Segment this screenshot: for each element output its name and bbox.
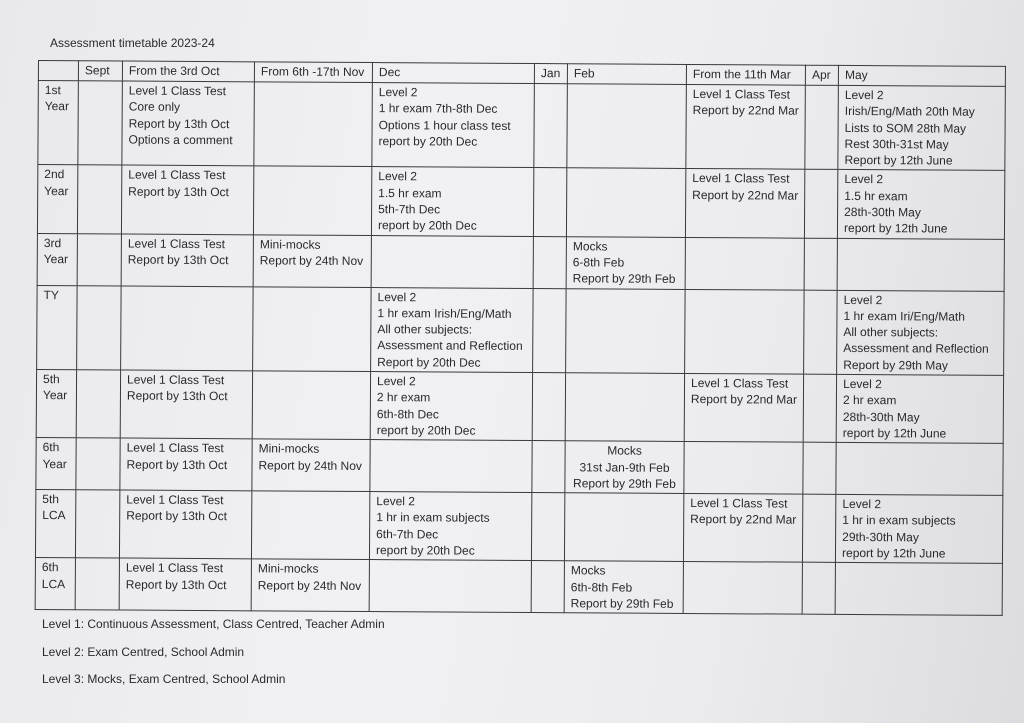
table-cell: Mocks 31st Jan-9th Feb Report by 29th Feb: [565, 441, 684, 494]
column-header: [38, 61, 78, 81]
table-cell: [685, 237, 804, 290]
table-cell: [566, 288, 686, 373]
table-cell: [253, 286, 372, 371]
table-cell: [532, 441, 565, 493]
table-row: [37, 285, 1005, 375]
table-row: [36, 438, 1003, 496]
table-cell: [804, 238, 837, 290]
table-cell: Mocks 6th-8th Feb Report by 29th Feb: [564, 561, 683, 614]
table-cell: [835, 563, 1002, 616]
table-cell: Level 2 Irish/Eng/Math 20th May Lists to SOM 28th May Rest 30th-31st May Report by 12th June: [838, 85, 1006, 171]
table-cell: [564, 493, 683, 562]
table-cell: [805, 85, 839, 170]
table-row: [35, 558, 1002, 616]
table-cell: Level 2 1.5 hr exam 5th-7th Dec report by 20th Dec: [371, 167, 533, 236]
table-cell: [531, 561, 564, 613]
column-header: Dec: [372, 63, 534, 84]
column-header: Jan: [534, 64, 567, 84]
table-cell: Level 1 Class Test Report by 13th Oct: [120, 370, 252, 439]
table-cell: Level 2 1 hr in exam subjects 29th-30th May report by 12th June: [836, 495, 1003, 564]
row-header: 5th LCA: [35, 490, 75, 558]
table-cell: [252, 371, 370, 440]
table-cell: Level 1 Class Test Core only Report by 13th Oct Options a comment: [122, 81, 255, 166]
table-cell: Level 2 2 hr exam 28th-30th May report by 12th June: [836, 374, 1003, 443]
row-header: 5th Year: [36, 370, 76, 438]
table-cell: Level 2 1 hr in exam subjects 6th-7th Dec report by 20th Dec: [369, 492, 531, 561]
table-cell: [836, 443, 1003, 496]
table-cell: [77, 233, 121, 285]
table-row: [36, 370, 1003, 444]
table-cell: [369, 560, 531, 613]
table-cell: Mini-mocks Report by 24th Nov: [252, 439, 370, 492]
table-cell: [803, 442, 836, 494]
table-cell: Level 2 1 hr exam Irish/Eng/Math All other subjects: Assessment and Reflection Report by 20th Dec: [371, 287, 534, 372]
table-cell: [77, 285, 122, 370]
table-cell: Level 2 2 hr exam 6th-8th Dec report by 20th Dec: [370, 372, 532, 441]
table-cell: [121, 286, 254, 371]
table-cell: [531, 493, 564, 561]
table-cell: Mini-mocks Report by 24th Nov: [253, 234, 371, 287]
table-row: [37, 233, 1004, 291]
table-cell: [75, 490, 119, 558]
row-header: 3rd Year: [37, 233, 77, 285]
table-cell: [75, 558, 119, 610]
table-cell: Level 1 Class Test Report by 13th Oct: [121, 165, 253, 234]
row-header: 2nd Year: [37, 165, 77, 233]
table-cell: [251, 491, 369, 560]
row-header: 1st Year: [38, 81, 79, 166]
table-cell: Level 1 Class Test Report by 13th Oct: [119, 490, 251, 559]
table-cell: [684, 442, 803, 495]
table-cell: [254, 82, 373, 167]
table-cell: [567, 84, 687, 169]
table-cell: Mini-mocks Report by 24th Nov: [251, 559, 369, 612]
table-cell: Level 1 Class Test Report by 13th Oct: [119, 558, 251, 611]
table-cell: Level 1 Class Test Report by 22nd Mar: [683, 494, 802, 563]
table-cell: [77, 165, 121, 233]
table-cell: [533, 168, 566, 236]
document-title: Assessment timetable 2023-24: [50, 36, 215, 50]
table-cell: Mocks 6-8th Feb Report by 29th Feb: [566, 236, 685, 289]
table-cell: [837, 238, 1004, 291]
table-cell: [78, 81, 123, 166]
column-header: From the 11th Mar: [686, 64, 805, 85]
table-cell: [533, 288, 567, 373]
table-cell: Level 1 Class Test Report by 13th Oct: [121, 234, 253, 287]
table-cell: [76, 370, 120, 438]
row-header: 6th Year: [36, 438, 76, 490]
table-row: [35, 490, 1002, 564]
table-cell: [76, 438, 120, 490]
column-header: From 6th -17th Nov: [254, 62, 372, 83]
table-cell: [370, 440, 532, 493]
table-cell: Level 2 1.5 hr exam 28th-30th May report by 12th June: [837, 170, 1004, 239]
legend-level-1: Level 1: Continuous Assessment, Class Centred, Teacher Admin: [42, 617, 385, 631]
table-cell: Level 1 Class Test Report by 22nd Mar: [686, 84, 806, 169]
column-header: Apr: [805, 65, 838, 85]
table-cell: [685, 289, 805, 374]
table-cell: [533, 236, 566, 288]
row-header: 6th LCA: [35, 558, 75, 610]
legend-level-3: Level 3: Mocks, Exam Centred, School Admin: [42, 672, 286, 686]
table-cell: [803, 374, 836, 442]
table-cell: Level 1 Class Test Report by 13th Oct: [120, 438, 252, 491]
table-cell: [803, 494, 836, 562]
assessment-timetable: [35, 60, 1006, 616]
row-header: TY: [37, 285, 78, 370]
table-cell: [565, 373, 684, 442]
column-header: Sept: [78, 61, 122, 81]
table-row: [37, 165, 1004, 239]
table-cell: [534, 84, 568, 169]
table-cell: [802, 562, 835, 614]
table-cell: [532, 373, 565, 441]
table-cell: [253, 166, 371, 235]
table-cell: Level 1 Class Test Report by 22nd Mar: [684, 374, 803, 443]
column-header: Feb: [567, 64, 686, 85]
table-cell: [683, 562, 802, 615]
table-cell: Level 2 1 hr exam Iri/Eng/Math All other subjects: Assessment and Reflection Report by 29th May: [837, 290, 1005, 376]
table-cell: Level 1 Class Test Report by 22nd Mar: [685, 169, 804, 238]
table-row: [38, 81, 1006, 171]
table-cell: [371, 235, 533, 288]
table-cell: [804, 290, 838, 375]
column-header: From the 3rd Oct: [122, 61, 254, 82]
table-cell: [804, 170, 837, 238]
legend-level-2: Level 2: Exam Centred, School Admin: [42, 645, 245, 659]
table-cell: Level 2 1 hr exam 7th-8th Dec Options 1 hour class test report by 20th Dec: [372, 83, 535, 168]
column-header: May: [838, 65, 1005, 86]
table-cell: [566, 168, 685, 237]
